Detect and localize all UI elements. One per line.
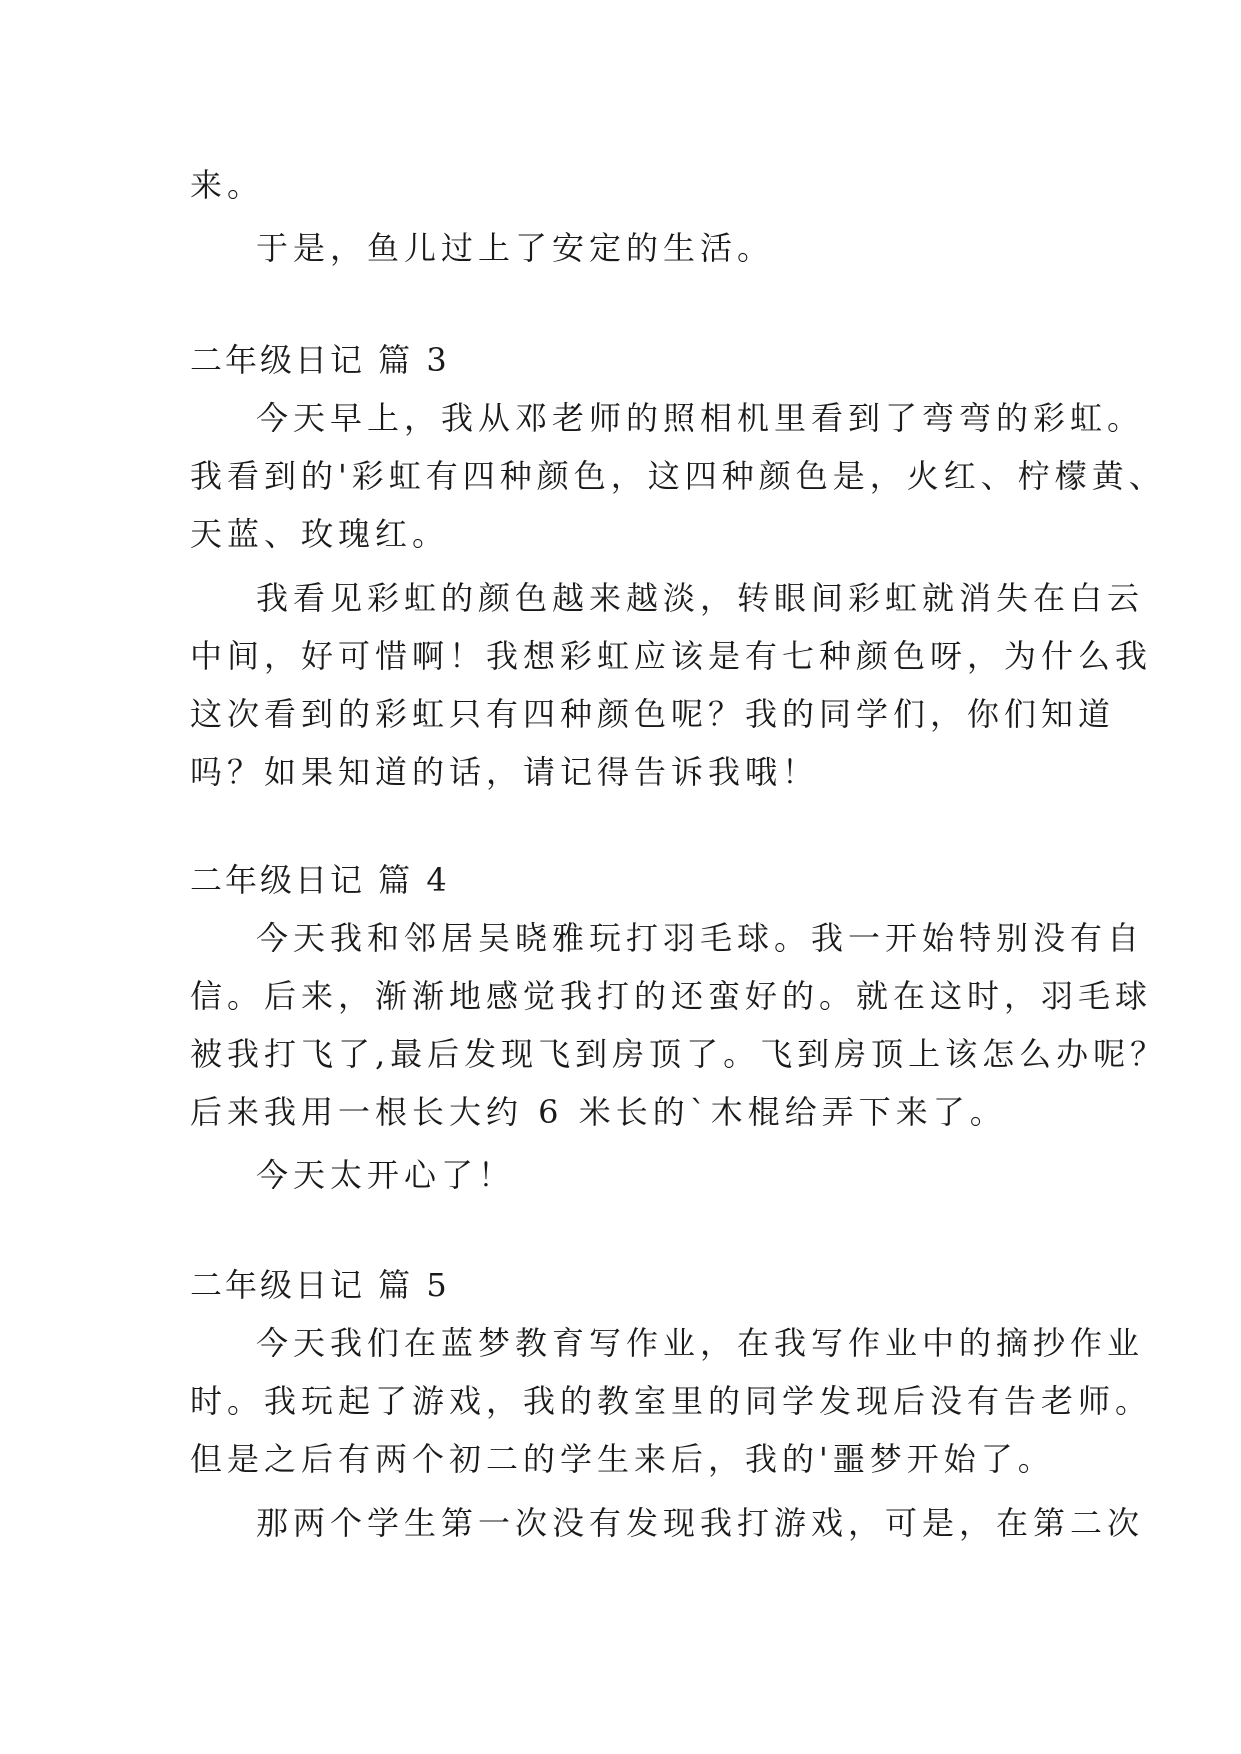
text-line: 被我打飞了,最后发现飞到房顶了。飞到房顶上该怎么办呢？ bbox=[190, 1035, 1168, 1073]
text-line: 信。后来，渐渐地感觉我打的还蛮好的。就在这时，羽毛球 bbox=[190, 977, 1153, 1015]
text-line: 来。 bbox=[190, 166, 265, 204]
section-heading: 二年级日记 篇 3 bbox=[190, 341, 450, 379]
text-line: 但是之后有两个初二的学生来后，我的'噩梦开始了。 bbox=[190, 1440, 1055, 1478]
text-line: 天蓝、玫瑰红。 bbox=[190, 515, 450, 553]
text-line: 今天早上，我从邓老师的照相机里看到了弯弯的彩虹。 bbox=[256, 399, 1145, 437]
text-line: 今天我们在蓝梦教育写作业，在我写作业中的摘抄作业 bbox=[256, 1324, 1145, 1362]
text-line: 那两个学生第一次没有发现我打游戏，可是，在第二次 bbox=[256, 1504, 1145, 1542]
text-line: 我看见彩虹的颜色越来越淡，转眼间彩虹就消失在白云 bbox=[256, 579, 1145, 617]
text-line: 今天太开心了！ bbox=[256, 1156, 516, 1194]
text-line: 中间，好可惜啊！我想彩虹应该是有七种颜色呀，为什么我 bbox=[190, 637, 1153, 675]
text-line: 今天我和邻居吴晓雅玩打羽毛球。我一开始特别没有自 bbox=[256, 919, 1145, 957]
text-line: 后来我用一根长大约 6 米长的`木棍给弄下来了。 bbox=[190, 1093, 1007, 1131]
section-heading: 二年级日记 篇 4 bbox=[190, 861, 450, 899]
text-line: 我看到的'彩虹有四种颜色，这四种颜色是，火红、柠檬黄、 bbox=[190, 457, 1166, 495]
section-heading: 二年级日记 篇 5 bbox=[190, 1266, 450, 1304]
text-line: 这次看到的彩虹只有四种颜色呢？我的同学们，你们知道 bbox=[190, 695, 1116, 733]
text-line: 时。我玩起了游戏，我的教室里的同学发现后没有告老师。 bbox=[190, 1382, 1153, 1420]
text-line: 吗？如果知道的话，请记得告诉我哦！ bbox=[190, 753, 820, 791]
text-line: 于是，鱼儿过上了安定的生活。 bbox=[256, 229, 775, 267]
